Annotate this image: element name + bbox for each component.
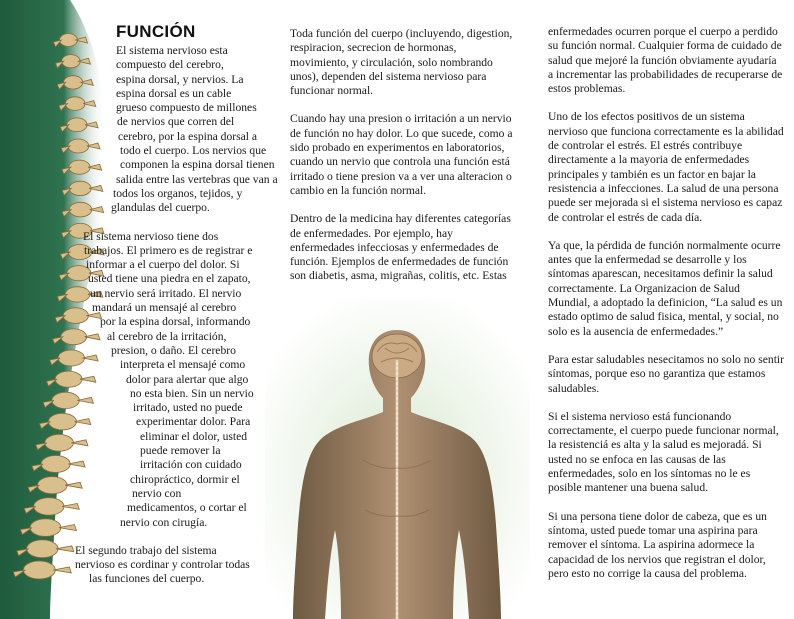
text-line: grueso compuesto de millones [116,101,257,115]
text-line: nervio con cirugía. [120,515,208,529]
text-line: espina dorsal, y nervios. La [116,72,244,86]
text-line: nervioso es cordinar y controlar todas [75,558,250,572]
text-line: Mundial, a adoptado la definicion, “La salud es un [548,296,783,310]
text-line: su función normal. Cualquier forma de cuidado de [548,39,782,53]
text-line: síntomas, porque eso no garantiza que estamos [548,367,766,381]
text-line: irritado o tiene presion va a ver una alteracion o [290,169,512,183]
text-line: cerebro, por la espina dorsal a [118,129,258,143]
paragraph [548,410,783,496]
col2-text [290,27,515,284]
text-line: son diabetis, asma, migrañas, colitis, etc. Estas [290,269,507,283]
paragraph [548,510,783,581]
paragraph [0,544,265,587]
text-line: mandará un mensajé al cerebro [92,301,237,315]
text-line: estado optimo de salud fisica, mental, y social, no [548,310,779,324]
text-line: sido probado en experimentos en laboratorios, [290,141,505,155]
text-line: estos problemas. [548,82,626,96]
text-line: principales y también es un factor en bajar la [548,167,756,181]
paragraph [290,27,515,98]
text-line: eliminar el dolor, usted [140,429,248,443]
text-line: saludables. [548,381,600,395]
text-line: salud que mejoré la función obviamente ayudaría [548,53,777,67]
text-line: nervio con [132,486,182,500]
paragraph [548,110,783,224]
text-line: cuando un nervio que controla una función está [290,155,510,169]
text-line: Si el sistema nervioso está funcionando [548,409,732,423]
paragraph [548,25,783,96]
text-line: correctamente. La Organizacion de Salud [548,281,740,295]
text-line: de nervios que corren del [117,115,235,129]
text-line: puede remover la [140,444,221,458]
text-line: al cerebro de la irritación, [107,329,227,343]
text-line: Cuando hay una presion o irritación a un nervio [290,112,512,126]
paragraph [290,212,515,283]
text-line: espina dorsal es un cable [116,86,232,100]
text-line: El sistema nervioso esta [116,44,228,57]
text-line: funcionar normal. [290,84,374,98]
text-line: remover el síntoma. La aspirina adormece la [548,538,755,552]
text-line: antes que la enfermedad se desarrolle y los [548,253,747,267]
text-line: síntoma, usted puede tomar una aspirina para [548,523,758,537]
text-line: síntomas aparescan, necesitamos definir la salud [548,267,773,281]
text-line: presion, o daño. El cerebro [111,343,236,357]
text-line: Ya que, la pérdida de función normalmente ocurre [548,238,781,252]
text-line: cambio en la función normal. [290,183,427,197]
text-line: Para estar saludables nesecitamos no solo no sentir [548,352,785,366]
text-line: solo es la ausencia de enfermedades.” [548,324,724,338]
column-funcion [0,0,278,619]
text-line: función. Ejemplos de enfermedades de función [290,255,509,269]
text-line: enfermedades ocurren porque el cuerpo a perdido [548,25,778,38]
col3-text [548,25,783,581]
text-line: salida entre las vertebras que van a [116,172,278,186]
text-line: todo el cuerpo. Los nervios que [120,144,267,158]
text-line: trabajos. El primero es de registrar e [84,243,253,257]
text-line: resistencia a infecciones. La salud de una persona [548,181,779,195]
text-line: de enfermedades. Por ejemplo, hay [290,226,453,240]
paragraph [548,239,783,339]
text-line: a incrementar las probabilidades de recuperarse de [548,67,783,81]
text-line: las funciones del cuerpo. [89,572,205,586]
text-line: El segundo trabajo del sistema [75,543,217,557]
col1-text [0,44,278,587]
text-line: dolor para alertar que algo [126,372,249,386]
text-line: medicamentos, o cortar el [127,501,247,515]
text-line: movimiento, y circulación, solo nombrando [290,55,493,69]
paragraph [548,353,783,396]
text-line: usted no se enfoca en las causas de las [548,452,726,466]
text-line: no esta bien. Sin un nervio [130,386,254,400]
paragraph [0,44,278,216]
text-line: posible mantener una buena salud. [548,481,709,495]
text-line: Si una persona tiene dolor de cabeza, que es un [548,509,767,523]
text-line: El sistema nervioso tiene dos [83,229,219,243]
text-line: usted tiene una piedra en el zapato, [88,272,251,286]
text-line: irritación con cuidado [140,458,242,472]
text-line: chiropráctico, dormir el [130,472,240,486]
text-line: compuesto del cerebro, [116,58,224,72]
section-heading: FUNCIÓN [116,22,196,41]
text-line: unos), dependen del sistema nervioso para [290,69,487,83]
text-line: Uno de los efectos positivos de un sistema [548,110,745,124]
text-line: glandulas del cuerpo. [111,201,210,215]
text-line: informar a el cuerpo del dolor. Si [86,258,240,272]
text-line: todos los organos, tejidos, y [113,186,243,200]
text-line: capacidad de los nervios que registran el dolor, [548,552,766,566]
text-line: Toda función del cuerpo (incluyendo, digestion, [290,27,513,40]
column-middle [265,0,530,619]
text-line: experimentar dolor. Para [136,415,251,429]
text-line: interpreta el mensajé como [120,358,246,372]
text-line: enfermedades infecciosas y enfermedades de [290,240,499,254]
text-line: de controlar el estrés. El estrés contribuye [548,139,743,153]
text-line: correctamente, el cuerpo puede funcionar normal, [548,424,779,438]
text-line: enfermedades, solo en los síntomas no le es [548,467,751,481]
column-right [530,0,794,619]
text-line: por la espina dorsal, informando [100,315,251,329]
paragraph [0,230,265,530]
text-line: un nervio será irritado. El nervio [90,286,242,300]
text-line: respiracion, secrecion de hormonas, [290,41,457,55]
paragraph [290,112,515,198]
text-line: la resistenciá es alta y la salud es mejoradá. Si [548,438,762,452]
text-line: Dentro de la medicina hay diferentes categorías [290,212,511,226]
human-nervous-system-figure [265,300,530,619]
text-line: puede ser mejorada si el sistema nervioso es capaz [548,196,783,210]
text-line: componen la espina dorsal tienen [120,158,275,172]
text-line: de controlar el estrés de cada día. [548,210,703,224]
text-line: directamente a la mayoria de enfermedades [548,153,750,167]
text-line: nervioso que funciona correctamente es la abilidad [548,124,784,138]
text-line: de función no hay dolor. Lo que sucede, como a [290,126,513,140]
text-line: irritado, usted no puede [133,401,243,415]
text-line: pero esto no corrige la causa del problema. [548,566,747,580]
